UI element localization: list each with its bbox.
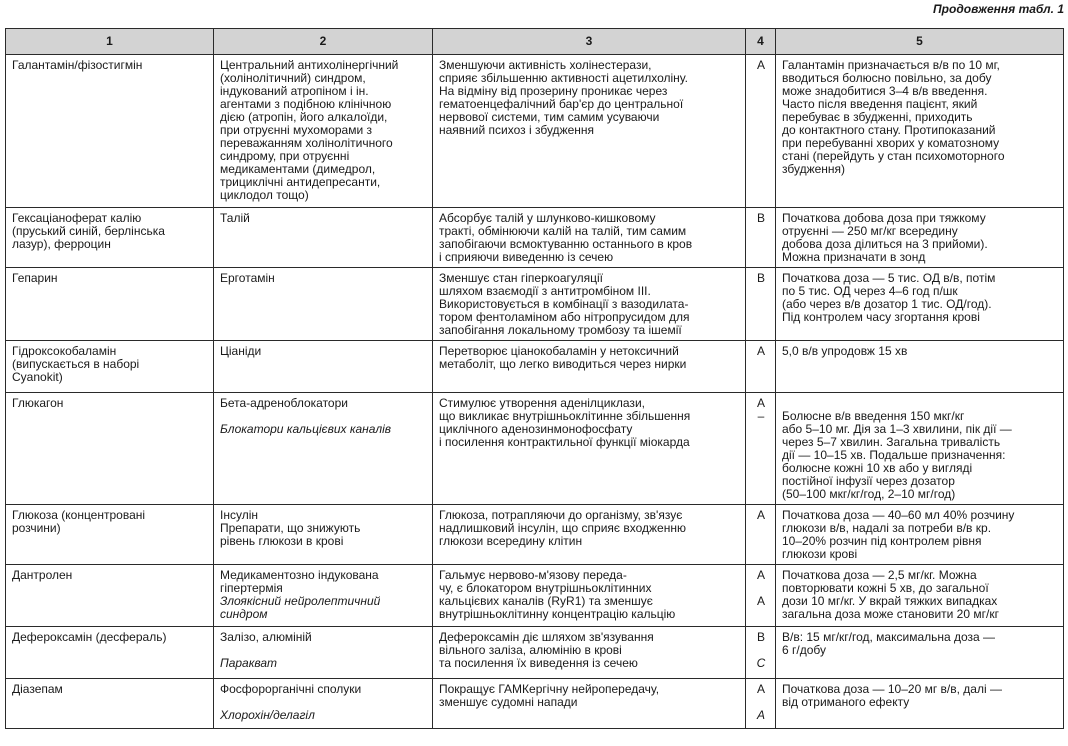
- cell-line: (пруський синій, берлінська: [12, 224, 165, 238]
- cell-line: індукований атропіном і ін.: [220, 84, 369, 98]
- cell-line: Дефероксамін (десфераль): [12, 630, 167, 644]
- indication-cell: [214, 208, 433, 268]
- cell-line: A: [756, 594, 765, 608]
- cell-line: Перетворює ціанокобаламін у нетоксичний: [439, 344, 679, 358]
- cell-line: A: [756, 396, 765, 410]
- cell-line: і сприяючи виведенню із сечею: [439, 250, 614, 264]
- table-row: [6, 268, 1064, 341]
- mechanism-cell: [433, 393, 746, 505]
- cell-line: Хлорохін/делагіл: [220, 708, 315, 722]
- cell-line: постійної інфузії через дозатор: [782, 474, 955, 488]
- cell-line: лазур), ферроцин: [12, 237, 111, 251]
- drug-name-cell: [6, 55, 214, 208]
- cell-line: гіпертермія: [220, 581, 283, 595]
- cell-line: перебуває в збудженні, приходить: [782, 110, 973, 124]
- antidote-table: [5, 28, 1064, 729]
- evidence-class-cell: [746, 268, 776, 341]
- dosage-cell: [776, 505, 1064, 565]
- cell-line: запобігання локальному тромбозу та ішемії: [439, 323, 682, 337]
- cell-line: дози 10 мг/кг. У вкрай тяжких випадках: [782, 594, 998, 608]
- table-row: [6, 55, 1064, 208]
- indication-cell: [214, 627, 433, 679]
- dosage-cell: [776, 208, 1064, 268]
- cell-line: Дантролен: [12, 568, 73, 582]
- cell-line: Бета-адреноблокатори: [220, 396, 348, 410]
- evidence-class-cell: [746, 55, 776, 208]
- table-row: [6, 679, 1064, 729]
- indication-cell: [214, 341, 433, 393]
- cell-line: внутрішньоклітинну концентрацію кальцію: [439, 607, 676, 621]
- cell-line: синдром: [220, 607, 268, 621]
- cell-line: болюсне кожні 10 хв або у вигляді: [782, 461, 973, 475]
- table-row: [6, 505, 1064, 565]
- cell-line: (випускається в наборі: [12, 357, 140, 371]
- cell-line: Початкова доза — 10–20 мг в/в, далі —: [782, 682, 1002, 696]
- drug-name-cell: [6, 679, 214, 729]
- cell-line: Покращує ГАМКергічну нейропередачу,: [439, 682, 660, 696]
- cell-line: Абсорбує талій у шлунково-кишковому: [439, 211, 656, 225]
- cell-line: від отриманого ефекту: [782, 695, 910, 709]
- cell-line: нервової системи, тим самим усуваючи: [439, 110, 660, 124]
- cell-line: дією (атропін, його алкалоїди,: [220, 110, 388, 124]
- mechanism-cell: [433, 208, 746, 268]
- cell-line: Паракват: [220, 656, 278, 670]
- cell-line: Гепарин: [12, 271, 58, 285]
- cell-line: циклодол тощо): [220, 188, 309, 202]
- cell-line: сприяє збільшенню активності ацетилхоліну.: [439, 71, 688, 85]
- cell-line: загальна доза може становити 20 мг/кг: [782, 607, 999, 621]
- cell-line: надлишковий інсулін, що сприяє входженню: [439, 521, 686, 535]
- cell-line: 5,0 в/в упродовж 15 хв: [782, 344, 908, 358]
- evidence-class-cell: [746, 679, 776, 729]
- drug-name-cell: [6, 627, 214, 679]
- cell-line: Гальмує нервово-м'язову переда-: [439, 568, 627, 582]
- cell-line: Блокатори кальцієвих каналів: [220, 422, 392, 436]
- indication-cell: [214, 679, 433, 729]
- cell-line: Ерготамін: [220, 271, 275, 285]
- header-col-2: 2: [214, 29, 433, 55]
- cell-line: Початкова добова доза при тяжкому: [782, 211, 986, 225]
- cell-line: глюкози всередину клітин: [439, 534, 583, 548]
- cell-line: до контактного стану. Протипоказаний: [782, 123, 996, 137]
- cell-line: отруєнні — 250 мг/кг всередину: [782, 224, 958, 238]
- cell-line: Болюсне в/в введення 150 мкг/кг: [782, 409, 965, 423]
- header-row: [6, 29, 1064, 55]
- table-row: [6, 341, 1064, 393]
- cell-line: запобігаючи всмоктуванню останнього в кров: [439, 237, 693, 251]
- cell-line: Початкова доза — 40–60 мл 40% розчину: [782, 508, 1015, 522]
- dosage-cell: [776, 55, 1064, 208]
- cell-line: Глюкоза, потрапляючи до організму, зв'язує: [439, 508, 683, 522]
- cell-line: Зменшує стан гіперкоагуляції: [439, 271, 603, 285]
- table-row: [6, 208, 1064, 268]
- mechanism-cell: [433, 627, 746, 679]
- cell-line: наявний психоз і збудження: [439, 123, 595, 137]
- header-col-1: 1: [6, 29, 214, 55]
- cell-line: або 5–10 мг. Дія за 1–3 хвилини, пік дії —: [782, 422, 1012, 436]
- header-col-3: 3: [433, 29, 746, 55]
- cell-line: A: [756, 58, 765, 72]
- indication-cell: [214, 55, 433, 208]
- evidence-class-cell: [746, 505, 776, 565]
- cell-line: B: [756, 211, 765, 225]
- mechanism-cell: [433, 341, 746, 393]
- cell-line: Початкова доза — 2,5 мг/кг. Можна: [782, 568, 977, 582]
- cell-line: Cyanokit): [12, 370, 63, 384]
- cell-line: медикаментами (димедрол,: [220, 162, 376, 176]
- cell-line: 10–20% розчин під контролем рівня: [782, 534, 982, 548]
- cell-line: Злоякісний нейролептичний: [220, 594, 381, 608]
- evidence-class-cell: [746, 565, 776, 627]
- cell-line: збудження): [782, 162, 846, 176]
- evidence-class-cell: [746, 627, 776, 679]
- cell-line: глюкози крові: [782, 547, 858, 561]
- drug-name-cell: [6, 505, 214, 565]
- dosage-cell: [776, 627, 1064, 679]
- cell-line: Зменшуючи активність холінестерази,: [439, 58, 652, 72]
- mechanism-cell: [433, 268, 746, 341]
- mechanism-cell: [433, 55, 746, 208]
- mechanism-cell: [433, 505, 746, 565]
- cell-line: C: [756, 656, 766, 670]
- cell-line: A: [756, 508, 765, 522]
- cell-line: Талій: [220, 211, 250, 225]
- drug-name-cell: [6, 268, 214, 341]
- cell-line: глюкози в/в, надалі за потреби в/в кр.: [782, 521, 992, 535]
- cell-line: може знадобитися 3–4 в/в введення.: [782, 84, 988, 98]
- cell-line: агентами з подібною клінічною: [220, 97, 392, 111]
- dosage-cell: [776, 268, 1064, 341]
- cell-line: при перебуванні хворих у коматозному: [782, 136, 1000, 150]
- cell-line: Стимулює утворення аденілциклази,: [439, 396, 645, 410]
- drug-name-cell: [6, 208, 214, 268]
- cell-line: циклічного аденозинмонофосфату: [439, 422, 633, 436]
- header-col-5: 5: [776, 29, 1064, 55]
- cell-line: чу, є блокатором внутрішньоклітинних: [439, 581, 652, 595]
- cell-line: –: [757, 409, 765, 423]
- cell-line: вводиться болюсно повільно, за добу: [782, 71, 992, 85]
- cell-line: метаболіт, що легко виводиться через нирки: [439, 357, 687, 371]
- indication-cell: [214, 268, 433, 341]
- cell-line: 6 г/добу: [782, 643, 827, 657]
- cell-line: Діазепам: [12, 682, 63, 696]
- cell-line: вільного заліза, алюмінію в крові: [439, 643, 622, 657]
- cell-line: B: [756, 630, 765, 644]
- cell-line: Часто після введення пацієнт, який: [782, 97, 978, 111]
- table-body: [6, 55, 1064, 729]
- cell-line: На відміну від прозерину проникає через: [439, 84, 668, 98]
- dosage-cell: [776, 341, 1064, 393]
- cell-line: В/в: 15 мг/кг/год, максимальна доза —: [782, 630, 996, 644]
- cell-line: зменшує судомні напади: [439, 695, 578, 709]
- cell-line: та посилення їх виведення із сечею: [439, 656, 638, 670]
- cell-line: Використовується в комбінації з вазодилата-: [439, 297, 689, 311]
- cell-line: B: [756, 271, 765, 285]
- cell-line: Галантамін призначається в/в по 10 мг,: [782, 58, 1000, 72]
- cell-line: (50–100 мкг/кг/год, 2–10 мг/год): [782, 487, 956, 501]
- cell-line: A: [756, 708, 765, 722]
- cell-line: Дефероксамін діє шляхом зв'язування: [439, 630, 654, 644]
- table-row: [6, 565, 1064, 627]
- dosage-cell: [776, 679, 1064, 729]
- cell-line: Гексаціаноферат калію: [12, 211, 142, 225]
- cell-line: через 5–7 хвилин. Загальна тривалість: [782, 435, 1001, 449]
- cell-line: переважанням холінолітичного: [220, 136, 393, 150]
- dosage-cell: [776, 565, 1064, 627]
- cell-line: повторювати кожні 5 хв, до загальної: [782, 581, 989, 595]
- evidence-class-cell: [746, 208, 776, 268]
- cell-line: синдрому, при отруєнні: [220, 149, 350, 163]
- cell-line: Інсулін: [220, 508, 258, 522]
- cell-line: що викликає внутрішньоклітинне збільшення: [439, 409, 691, 423]
- cell-line: Гідроксокобаламін: [12, 344, 117, 358]
- cell-line: A: [756, 568, 765, 582]
- cell-line: гематоенцефалічний бар'єр до центральної: [439, 97, 684, 111]
- cell-line: дії — 10–15 хв. Подальше призначення:: [782, 448, 1006, 462]
- cell-line: Галантамін/фізостигмін: [12, 58, 143, 72]
- table-row: [6, 393, 1064, 505]
- table-row: [6, 627, 1064, 679]
- cell-line: тором фентоламіном або нітропрусидом для: [439, 310, 690, 324]
- drug-name-cell: [6, 565, 214, 627]
- cell-line: Фосфорорганічні сполуки: [220, 682, 362, 696]
- cell-line: шляхом взаємодії з антитромбіном III.: [439, 284, 651, 298]
- cell-line: (або через в/в дозатор 1 тис. ОД/год).: [782, 297, 992, 311]
- indication-cell: [214, 565, 433, 627]
- cell-line: Початкова доза — 5 тис. ОД в/в, потім: [782, 271, 996, 285]
- cell-line: Глюкагон: [12, 396, 64, 410]
- cell-line: Залізо, алюміній: [220, 630, 312, 644]
- cell-line: A: [756, 344, 765, 358]
- cell-line: кальцієвих каналів (RyR1) та зменшує: [439, 594, 653, 608]
- cell-line: Ціаніди: [220, 344, 262, 358]
- cell-line: трициклічні антидепресанти,: [220, 175, 381, 189]
- cell-line: тракті, обмінюючи калій на талій, тим самим: [439, 224, 687, 238]
- cell-line: Під контролем часу згортання крові: [782, 310, 980, 324]
- header-col-4: 4: [746, 29, 776, 55]
- cell-line: добова доза ділиться на 3 прийоми).: [782, 237, 988, 251]
- cell-line: стані (перейдуть у стан психомоторного: [782, 149, 1005, 163]
- cell-line: A: [756, 682, 765, 696]
- cell-line: по 5 тис. ОД через 4–6 год п/шк: [782, 284, 958, 298]
- cell-line: Центральний антихолінергічний: [220, 58, 399, 72]
- mechanism-cell: [433, 679, 746, 729]
- indication-cell: [214, 505, 433, 565]
- cell-line: Глюкоза (концентровані: [12, 508, 146, 522]
- cell-line: (холінолітичний) синдром,: [220, 71, 366, 85]
- cell-line: Можна призначати в зонд: [782, 250, 926, 264]
- cell-line: Медикаментозно індукована: [220, 568, 379, 582]
- cell-line: Препарати, що знижують: [220, 521, 361, 535]
- cell-line: і посилення контрактильної функції міокарда: [439, 435, 690, 449]
- cell-line: рівень глюкози в крові: [220, 534, 344, 548]
- indication-cell: [214, 393, 433, 505]
- cell-line: при отруєнні мухоморами з: [220, 123, 373, 137]
- table-continuation-caption: Продовження табл. 1: [933, 2, 1064, 16]
- evidence-class-cell: [746, 393, 776, 505]
- drug-name-cell: [6, 341, 214, 393]
- evidence-class-cell: [746, 341, 776, 393]
- drug-name-cell: [6, 393, 214, 505]
- dosage-cell: [776, 393, 1064, 505]
- mechanism-cell: [433, 565, 746, 627]
- cell-line: розчини): [12, 521, 61, 535]
